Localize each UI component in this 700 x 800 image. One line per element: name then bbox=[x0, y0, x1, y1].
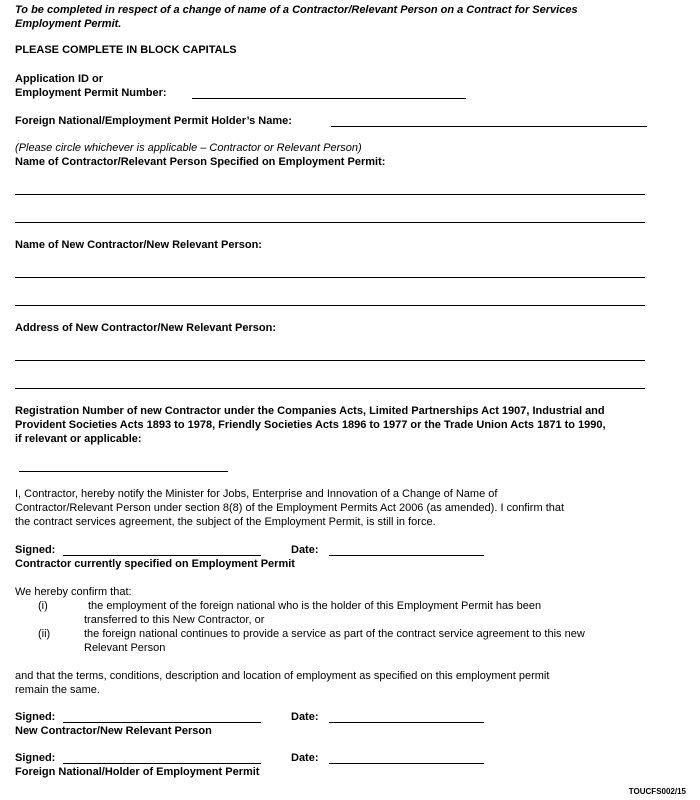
block-capitals-instruction: PLEASE COMPLETE IN BLOCK CAPITALS bbox=[15, 44, 237, 56]
date-field-1[interactable] bbox=[329, 541, 484, 556]
signed-label-3: Signed: bbox=[15, 752, 56, 764]
signature-1-caption: Contractor currently specified on Employment Permit bbox=[15, 558, 295, 570]
specified-name-field-line-2[interactable] bbox=[15, 208, 645, 223]
holder-name-field[interactable] bbox=[331, 112, 647, 127]
registration-number-field[interactable] bbox=[19, 457, 228, 472]
confirm-item-1-line-1: the employment of the foreign national who is the holder of this Employment Permit has been bbox=[88, 600, 542, 612]
intro-line-2: Employment Permit. bbox=[15, 18, 122, 30]
specified-name-field-line-1[interactable] bbox=[15, 180, 645, 195]
specified-name-label: Name of Contractor/Relevant Person Specified on Employment Permit: bbox=[15, 156, 386, 168]
new-name-label: Name of New Contractor/New Relevant Person: bbox=[15, 239, 262, 251]
new-name-field-line-2[interactable] bbox=[15, 291, 645, 306]
signature-field-3[interactable] bbox=[63, 749, 261, 764]
date-label-2: Date: bbox=[291, 711, 319, 723]
confirm-item-2-number: (ii) bbox=[38, 628, 51, 640]
signature-field-2[interactable] bbox=[63, 708, 261, 723]
signature-2-caption: New Contractor/New Relevant Person bbox=[15, 725, 212, 737]
permit-number-label: Employment Permit Number: bbox=[15, 87, 167, 99]
intro-line-1: To be completed in respect of a change of name of a Contractor/Relevant Person on a Contract for Services bbox=[15, 4, 578, 16]
date-field-2[interactable] bbox=[329, 708, 484, 723]
signature-3-caption: Foreign National/Holder of Employment Permit bbox=[15, 766, 260, 778]
confirm-item-1-number: (i) bbox=[38, 600, 48, 612]
address-field-line-1[interactable] bbox=[15, 346, 645, 361]
address-field-line-2[interactable] bbox=[15, 374, 645, 389]
application-id-field[interactable] bbox=[192, 84, 466, 99]
declaration-line-2: Contractor/Relevant Person under section 8(8) of the Employment Permits Act 2006 (as amended). I confirm that bbox=[15, 502, 565, 514]
form-code: TOUCFS002/15 bbox=[628, 787, 686, 796]
registration-label-line-3: if relevant or applicable: bbox=[15, 433, 142, 445]
confirm-intro: We hereby confirm that: bbox=[15, 586, 132, 598]
confirm-item-2-line-2: Relevant Person bbox=[84, 642, 166, 654]
terms-line-2: remain the same. bbox=[15, 684, 100, 696]
terms-line-1: and that the terms, conditions, description and location of employment as specified on this employment permit bbox=[15, 670, 550, 682]
new-name-field-line-1[interactable] bbox=[15, 263, 645, 278]
registration-label-line-2: Provident Societies Acts 1893 to 1978, Friendly Societies Acts 1896 to 1977 or the Trade Union Acts 1871 to 1990, bbox=[15, 419, 606, 431]
address-label: Address of New Contractor/New Relevant Person: bbox=[15, 322, 277, 334]
application-id-label: Application ID or bbox=[15, 73, 103, 85]
signed-label-1: Signed: bbox=[15, 544, 56, 556]
circle-note: (Please circle whichever is applicable – Contractor or Relevant Person) bbox=[15, 142, 362, 154]
registration-label-line-1: Registration Number of new Contractor under the Companies Acts, Limited Partnerships Act 1907, Industrial and bbox=[15, 405, 605, 417]
declaration-line-3: the contract services agreement, the subject of the Employment Permit, is still in force. bbox=[15, 516, 436, 528]
date-label-1: Date: bbox=[291, 544, 319, 556]
holder-name-label: Foreign National/Employment Permit Holder’s Name: bbox=[15, 115, 292, 127]
date-label-3: Date: bbox=[291, 752, 319, 764]
signature-field-1[interactable] bbox=[63, 541, 261, 556]
declaration-line-1: I, Contractor, hereby notify the Minister for Jobs, Enterprise and Innovation of a Change of Name of bbox=[15, 488, 498, 500]
confirm-item-2-line-1: the foreign national continues to provide a service as part of the contract service agreement to this new bbox=[84, 628, 585, 640]
date-field-3[interactable] bbox=[329, 749, 484, 764]
confirm-item-1-line-2: transferred to this New Contractor, or bbox=[84, 614, 265, 626]
signed-label-2: Signed: bbox=[15, 711, 56, 723]
